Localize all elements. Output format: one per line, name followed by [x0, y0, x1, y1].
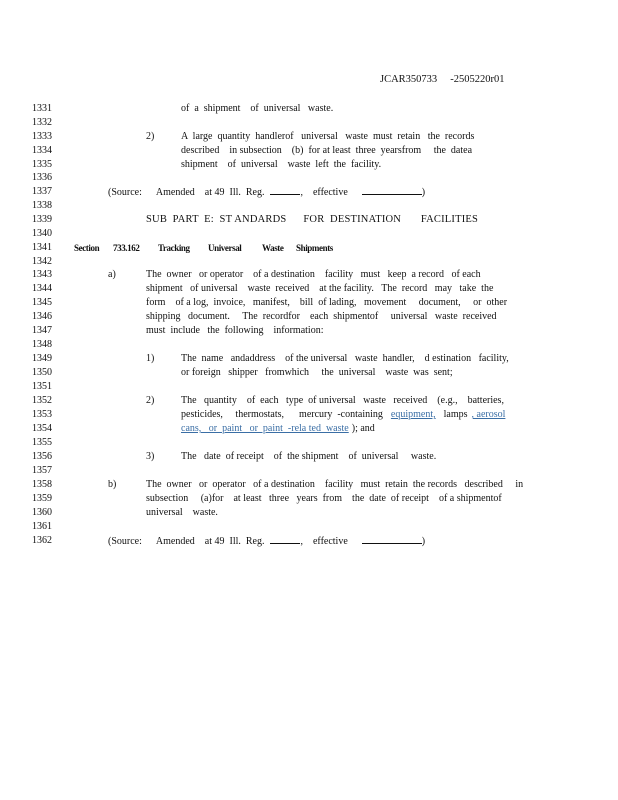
line-number: 1351: [32, 381, 52, 392]
text-line: The quantity of each type of universal waste received (e.g., batteries,: [181, 395, 504, 406]
line-number: 1349: [32, 353, 52, 364]
item-label: 2): [146, 131, 155, 142]
line-number: 1362: [32, 535, 52, 546]
line-number: 1345: [32, 297, 52, 308]
source-note: [108, 185, 425, 199]
text-line: The owner or operator of a destination facility must retain the records described in: [146, 479, 524, 490]
text-segment: lamps: [443, 409, 468, 420]
text-segment: pesticides, thermostats, mercury -containing: [181, 409, 383, 420]
text-segment: ); and: [351, 423, 375, 434]
blank-line: [270, 534, 300, 544]
source-label: (Source:: [108, 536, 142, 547]
line-number: 1357: [32, 465, 52, 476]
effective-text: , effective: [300, 536, 348, 547]
line-number: 1342: [32, 256, 52, 267]
text-line: The owner or operator of a destination facility must keep a record of each: [146, 269, 481, 280]
line-number: 1356: [32, 451, 52, 462]
item-label: 1): [146, 353, 155, 364]
inserted-text: , aerosol: [471, 409, 506, 420]
line-number: 1346: [32, 311, 52, 322]
line-number: 1358: [32, 479, 52, 490]
text-line: [181, 408, 505, 421]
paragraph-label: a): [108, 269, 116, 280]
close-paren: ): [421, 536, 426, 547]
line-number: 1332: [32, 117, 52, 128]
line-number: 1334: [32, 145, 52, 156]
paragraph-label: b): [108, 479, 117, 490]
section-number: 733.162: [113, 243, 140, 253]
line-number: 1340: [32, 228, 52, 239]
source-note: [108, 534, 425, 548]
text-line: A large quantity handlerof universal waste must retain the records: [181, 131, 475, 142]
blank-line: [362, 185, 422, 195]
section-heading-word: Tracking: [158, 243, 190, 253]
text-line: universal waste.: [146, 507, 218, 518]
inserted-text: cans, or paint or paint -rela ted waste: [181, 423, 349, 434]
line-number: 1331: [32, 103, 52, 114]
section-heading-word: Shipments: [296, 243, 333, 253]
source-label: (Source:: [108, 187, 142, 198]
line-number: 1335: [32, 159, 52, 170]
line-number: 1360: [32, 507, 52, 518]
text-line: The date of receipt of the shipment of universal waste.: [181, 451, 437, 462]
text-line: form of a log, invoice, manifest, bill of lading, movement document, or other: [146, 297, 508, 308]
text-line: shipping document. The recordfor each shipmentof universal waste received: [146, 311, 497, 322]
item-label: 2): [146, 395, 155, 406]
line-number: 1339: [32, 214, 52, 225]
text-line: subsection (a)for at least three years from the date of receipt of a shipmentof: [146, 493, 502, 504]
text-line: described in subsection (b) for at least three yearsfrom the datea: [181, 145, 473, 156]
close-paren: ): [421, 187, 426, 198]
section-label: Section: [74, 243, 100, 253]
amended-text: Amended at 49 Ill. Reg.: [155, 187, 265, 198]
line-number: 1337: [32, 186, 52, 197]
text-line: or foreign shipper fromwhich the universal waste was sent;: [181, 367, 453, 378]
text-line: shipment of universal waste received at the facility. The record may take the: [146, 283, 494, 294]
effective-text: , effective: [300, 187, 348, 198]
document-id: JCAR350733 -2505220r01: [380, 74, 505, 85]
line-number: 1338: [32, 200, 52, 211]
line-number: 1347: [32, 325, 52, 336]
text-line: [181, 422, 375, 435]
line-number: 1353: [32, 409, 52, 420]
line-number: 1359: [32, 493, 52, 504]
section-heading-word: Waste: [262, 243, 284, 253]
text-line: of a shipment of universal waste.: [181, 103, 334, 114]
line-number: 1341: [32, 242, 52, 253]
text-line: must include the following information:: [146, 325, 324, 336]
blank-line: [362, 534, 422, 544]
line-number: 1361: [32, 521, 52, 532]
line-number: 1352: [32, 395, 52, 406]
line-number: 1350: [32, 367, 52, 378]
blank-line: [270, 185, 300, 195]
text-line: The name andaddress of the universal waste handler, d estination facility,: [181, 353, 509, 364]
line-number: 1343: [32, 269, 52, 280]
item-label: 3): [146, 451, 155, 462]
line-number: 1355: [32, 437, 52, 448]
inserted-text: equipment,: [390, 409, 436, 420]
text-line: shipment of universal waste left the facility.: [181, 159, 382, 170]
line-number: 1344: [32, 283, 52, 294]
section-heading-word: Universal: [208, 243, 242, 253]
subpart-title: SUB PART E: ST ANDARDS FOR DESTINATION FACILITIES: [146, 214, 479, 225]
line-number: 1354: [32, 423, 52, 434]
line-number: 1348: [32, 339, 52, 350]
amended-text: Amended at 49 Ill. Reg.: [155, 536, 265, 547]
line-number: 1336: [32, 172, 52, 183]
line-number: 1333: [32, 131, 52, 142]
